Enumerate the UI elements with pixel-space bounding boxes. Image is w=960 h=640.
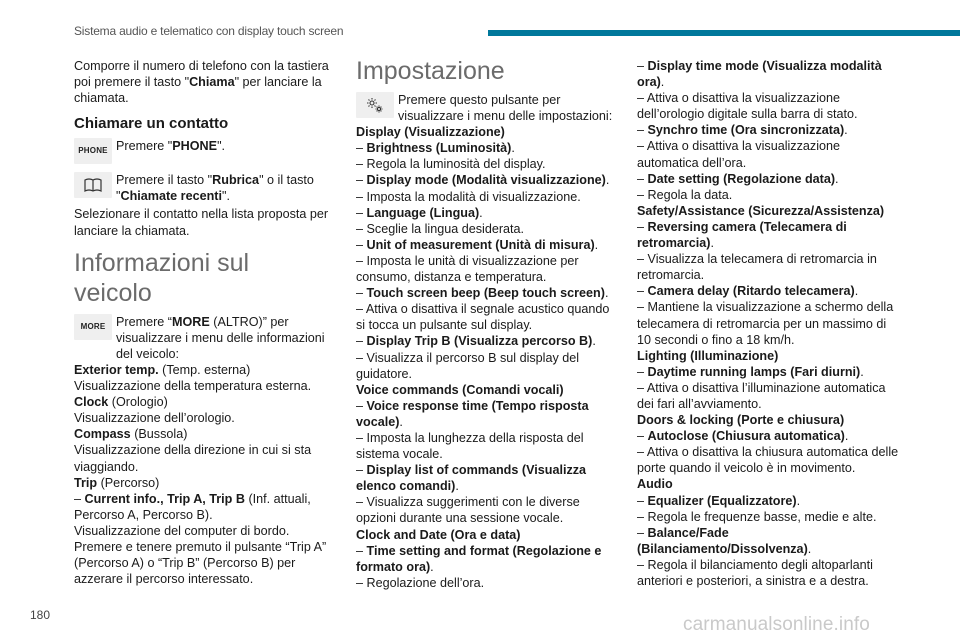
info-item-desc: Visualizzazione della temperatura esterna. (74, 379, 312, 394)
trip-reset-desc: Premere e tenere premuto il pulsante “Trip A” (Percorso A) o “Trip B” (Percorso B) per azzerare il percorso interessato. (74, 539, 327, 587)
text-line: – Attiva o disattiva la visualizzazione dell’orologio digitale sulla barra di stato. (637, 91, 858, 122)
select-contact-text: Selezionare il contatto nella lista proposta per lanciare la chiamata. (74, 207, 329, 238)
address-book-icon (74, 172, 112, 198)
text-line: – Attiva o disattiva il segnale acustico quando si tocca un pulsante sul display. (356, 302, 610, 333)
text-line: – Voice response time (Tempo risposta vocale). (356, 398, 589, 429)
text-line: – Regola il bilanciamento degli altoparlanti anteriori e posteriori, a sinistra e a destra. (637, 557, 873, 588)
info-item-label: Exterior temp. (Temp. esterna) (74, 362, 251, 377)
text-line: – Equalizer (Equalizzatore). (637, 493, 801, 508)
text-line: – Daytime running lamps (Fari diurni). (637, 364, 864, 379)
trip-desc: Visualizzazione del computer di bordo. (74, 523, 290, 538)
clock-heading: Clock and Date (Ora e data) (356, 527, 521, 542)
text-line: – Camera delay (Ritardo telecamera). (637, 284, 859, 299)
text-line: – Regolazione dell’ora. (356, 575, 485, 590)
vehicle-info-heading: Informazioni sul veicolo (74, 248, 250, 307)
text-line: – Imposta le unità di visualizzazione per consumo, distanza e temperatura. (356, 253, 579, 285)
safety-heading: Safety/Assistance (Sicurezza/Assistenza) (637, 203, 885, 218)
text-line: – Autoclose (Chiusura automatica). (637, 429, 849, 444)
text-line: – Date setting (Regolazione data). (637, 171, 839, 186)
text-line: – Touch screen beep (Beep touch screen). (356, 286, 609, 301)
text-line: – Regola le frequenze basse, medie e alte. (637, 509, 877, 524)
watermark: carmanualsonline.info (683, 614, 870, 635)
text-line: – Language (Lingua). (356, 205, 483, 220)
page-number: 180 (30, 608, 51, 622)
text-line: – Regola la luminosità del display. (356, 157, 546, 172)
text-line: – Visualizza il percorso B sul display del guidatore. (356, 350, 580, 381)
lighting-heading: Lighting (Illuminazione) (637, 348, 779, 363)
text-line: – Attiva o disattiva l’illuminazione automatica dei fari all’avviamento. (637, 380, 886, 411)
text-line: – Mantiene la visualizzazione a schermo della telecamera di retromarcia per un massimo di 10 secondi o fino a 18 km/h. (637, 300, 894, 347)
settings-instruction-row: Premere questo pulsante per visualizzare i menu delle impostazioni: (356, 92, 620, 124)
column-2 (356, 58, 620, 591)
rubrica-instruction-row: Premere il tasto "Rubrica" o il tasto "Chiamate recenti". (74, 172, 332, 204)
text-line: – Reversing camera (Telecamera di retromarcia). (637, 219, 847, 251)
text-line: – Unit of measurement (Unità di misura). (356, 237, 599, 252)
info-item-desc: Visualizzazione della direzione in cui si sta viaggiando. (74, 443, 312, 474)
text-line: – Balance/Fade (Bilanciamento/Dissolvenza). (637, 525, 812, 556)
settings-heading: Impostazione (356, 57, 505, 85)
text-line: – Time setting and format (Regolazione e formato ora). (356, 543, 602, 574)
info-item-label: Trip (Percorso) (74, 475, 160, 490)
more-button-icon: MORE (74, 314, 112, 340)
header-title: Sistema audio e telematico con display touch screen (74, 24, 344, 38)
info-item-label: Clock (Orologio) (74, 395, 168, 410)
header-accent-bar (488, 30, 960, 36)
text-line: – Sceglie la lingua desiderata. (356, 221, 525, 236)
call-contact-heading: Chiamare un contatto (74, 115, 229, 133)
text-line: – Imposta la lunghezza della risposta del sistema vocale. (356, 430, 584, 462)
phone-instruction-row: PHONE Premere "PHONE". (74, 138, 332, 164)
doors-heading: Doors & locking (Porte e chiusura) (637, 413, 845, 428)
text-line: – Visualizza suggerimenti con le diverse opzioni durante una sessione vocale. (356, 495, 580, 526)
text-line: – Attiva o disattiva la visualizzazione automatica dell’ora. (637, 139, 841, 170)
trip-sub-item: – Current info., Trip A, Trip B (Inf. attuali, Percorso A, Percorso B). (74, 491, 311, 522)
text-line: – Synchro time (Ora sincronizzata). (637, 123, 848, 138)
intro-paragraph: Comporre il numero di telefono con la tastiera poi premere il tasto "Chiama" per lanciare la chiamata. (74, 59, 329, 106)
text-line: – Attiva o disattiva la chiusura automatica delle porte quando il veicolo è in movimento. (637, 445, 899, 476)
info-item-label: Compass (Bussola) (74, 427, 188, 442)
text-line: – Display mode (Modalità visualizzazione). (356, 173, 610, 188)
text-line: – Display Trip B (Visualizza percorso B). (356, 334, 596, 349)
info-item-desc: Visualizzazione dell’orologio. (74, 411, 235, 426)
more-instruction-row: MORE Premere “MORE (ALTRO)” per visualizzare i menu delle informazioni del veicolo: (74, 314, 332, 362)
phone-button-icon: PHONE (74, 138, 112, 164)
text-line: – Imposta la modalità di visualizzazione. (356, 189, 581, 204)
text-line: – Display list of commands (Visualizza elenco comandi). (356, 463, 587, 494)
audio-heading: Audio (637, 477, 673, 492)
text-line: – Display time mode (Visualizza modalità ora). (637, 59, 882, 90)
column-3 (637, 58, 903, 589)
text-line: – Regola la data. (637, 187, 733, 202)
voice-heading: Voice commands (Comandi vocali) (356, 382, 564, 397)
text-line: – Visualizza la telecamera di retromarcia in retromarcia. (637, 252, 877, 283)
display-heading: Display (Visualizzazione) (356, 125, 505, 140)
text-line: – Brightness (Luminosità). (356, 141, 515, 156)
column-1 (74, 58, 332, 587)
settings-gear-icon (356, 92, 394, 118)
